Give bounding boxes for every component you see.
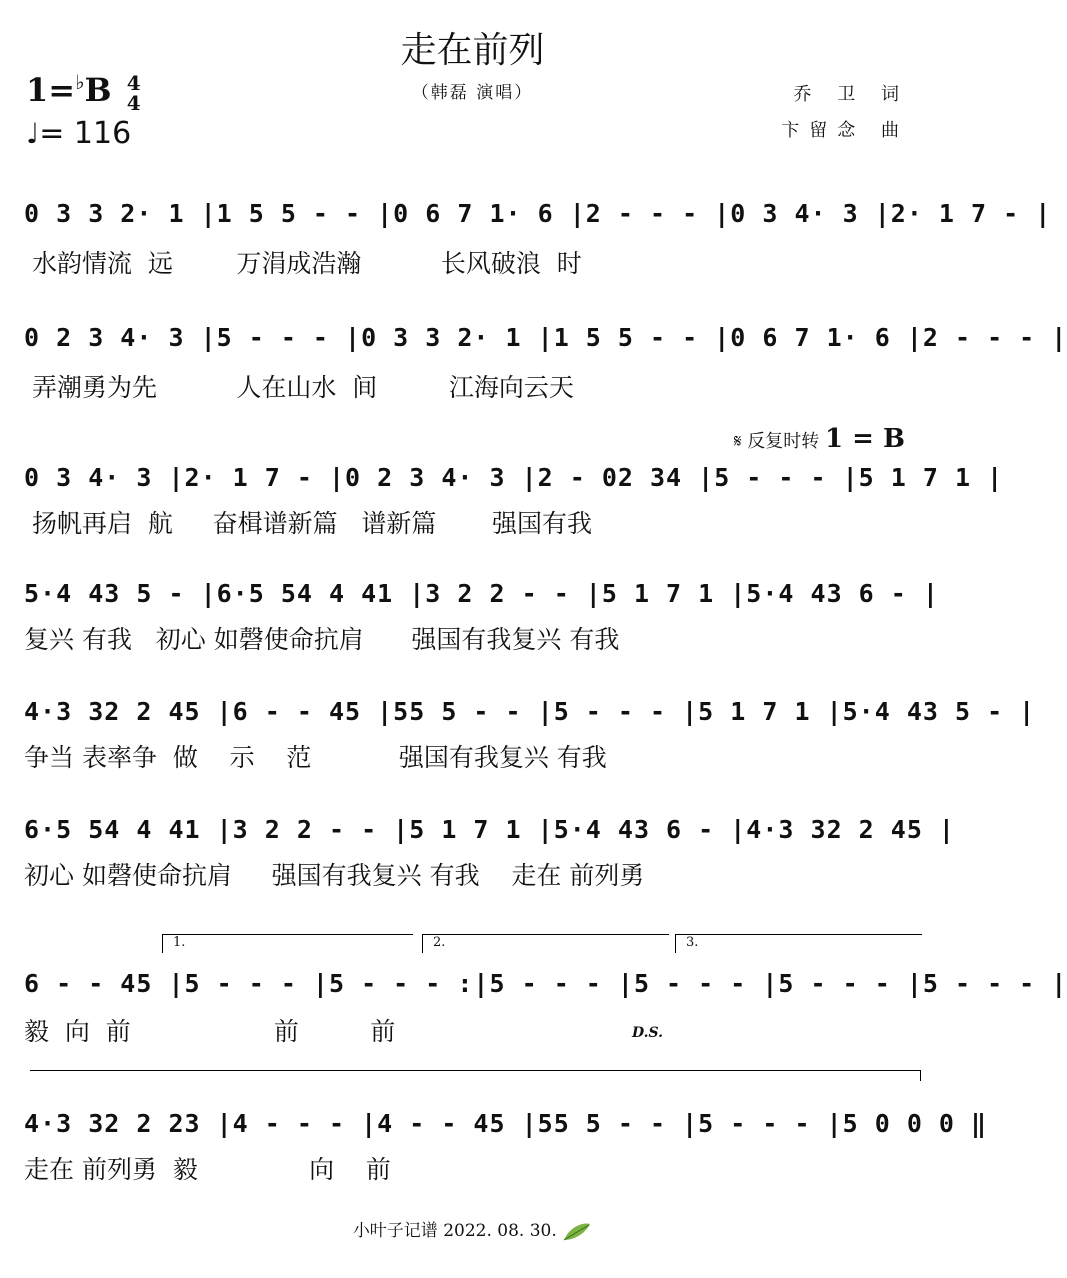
footer-text: 小叶子记谱 2022. 08. 30. <box>352 1221 557 1241</box>
meter-top: 4 <box>126 70 141 95</box>
notation-line-1: 0 3 3 2· 1 |1 5 5 - - |0 6 7 1· 6 |2 - - - |0 3 4· 3 |2· 1 7 - | <box>24 199 1052 228</box>
notation-line-4: 5·4 43 5 - |6·5 54 4 41 |3 2 2 - - |5 1 7 1 |5·4 43 6 - | <box>24 579 939 608</box>
volta-3: 3. <box>675 934 922 953</box>
ds-instruction <box>734 424 905 454</box>
leaf-icon <box>562 1222 592 1242</box>
ending-bracket <box>30 1070 921 1081</box>
notation-line-3: 0 3 4· 3 |2· 1 7 - |0 2 3 4· 3 |2 - 02 34 |5 - - - |5 1 7 1 | <box>24 463 1004 492</box>
ds-key-change: 1 = B <box>825 424 905 454</box>
lyric-line-4: 复兴 有我 初心 如磬使命抗肩 强国有我复兴 有我 <box>24 625 620 654</box>
lyric-line-5: 争当 表率争 做 示 范 强国有我复兴 有我 <box>24 743 607 772</box>
volta-2: 2. <box>422 934 669 953</box>
lyric-line-1: 水韵情流 远 万涓成浩瀚 长风破浪 时 <box>24 249 582 278</box>
lyric-line-6: 初心 如磬使命抗肩 强国有我复兴 有我 走在 前列勇 <box>24 861 645 890</box>
key-signature <box>26 70 141 113</box>
quarter-note-icon: ♩ <box>26 117 40 150</box>
lyric-line-8: 走在 前列勇 毅 向 前 <box>24 1155 391 1184</box>
notation-line-7: 6 - - 45 |5 - - - |5 - - - :|5 - - - |5 - - - |5 - - - |5 - - - | <box>24 969 1067 998</box>
flat-sign: ♭ <box>75 70 85 94</box>
tempo-marking <box>26 116 131 151</box>
singer-credit: （韩磊 演唱） <box>411 83 534 103</box>
lyricist-credit: 乔 卫 词 <box>793 84 909 105</box>
key-prefix: 1= <box>26 71 76 109</box>
notation-line-6: 6·5 54 4 41 |3 2 2 - - |5 1 7 1 |5·4 43 6 - |4·3 32 2 45 | <box>24 815 955 844</box>
lyric-line-2: 弄潮勇为先 人在山水 间 江海向云天 <box>24 373 574 402</box>
song-title: 走在前列 <box>400 30 545 71</box>
key-note: B <box>84 71 112 109</box>
ds-label: D.S. <box>632 1025 664 1041</box>
lyric-line-7: 毅 向 前 前 前 <box>24 1017 396 1046</box>
volta-1: 1. <box>162 934 413 953</box>
notation-line-8: 4·3 32 2 23 |4 - - - |4 - - 45 |55 5 - - |5 - - - |5 0 0 0 ‖ <box>24 1109 988 1138</box>
composer-credit: 卞留念 曲 <box>781 120 909 141</box>
footer-credit <box>0 1216 945 1242</box>
tempo-value: = 116 <box>39 116 132 151</box>
time-signature <box>126 70 141 115</box>
lyric-line-3: 扬帆再启 航 奋楫谱新篇 谱新篇 强国有我 <box>24 509 593 538</box>
segno-icon: 𝄋 <box>733 431 742 452</box>
notation-line-2: 0 2 3 4· 3 |5 - - - |0 3 3 2· 1 |1 5 5 - - |0 6 7 1· 6 |2 - - - | <box>24 323 1067 352</box>
notation-line-5: 4·3 32 2 45 |6 - - 45 |55 5 - - |5 - - - |5 1 7 1 |5·4 43 5 - | <box>24 697 1036 726</box>
ds-instruction-text: 反复时转 <box>747 431 820 452</box>
meter-bottom: 4 <box>126 90 141 115</box>
